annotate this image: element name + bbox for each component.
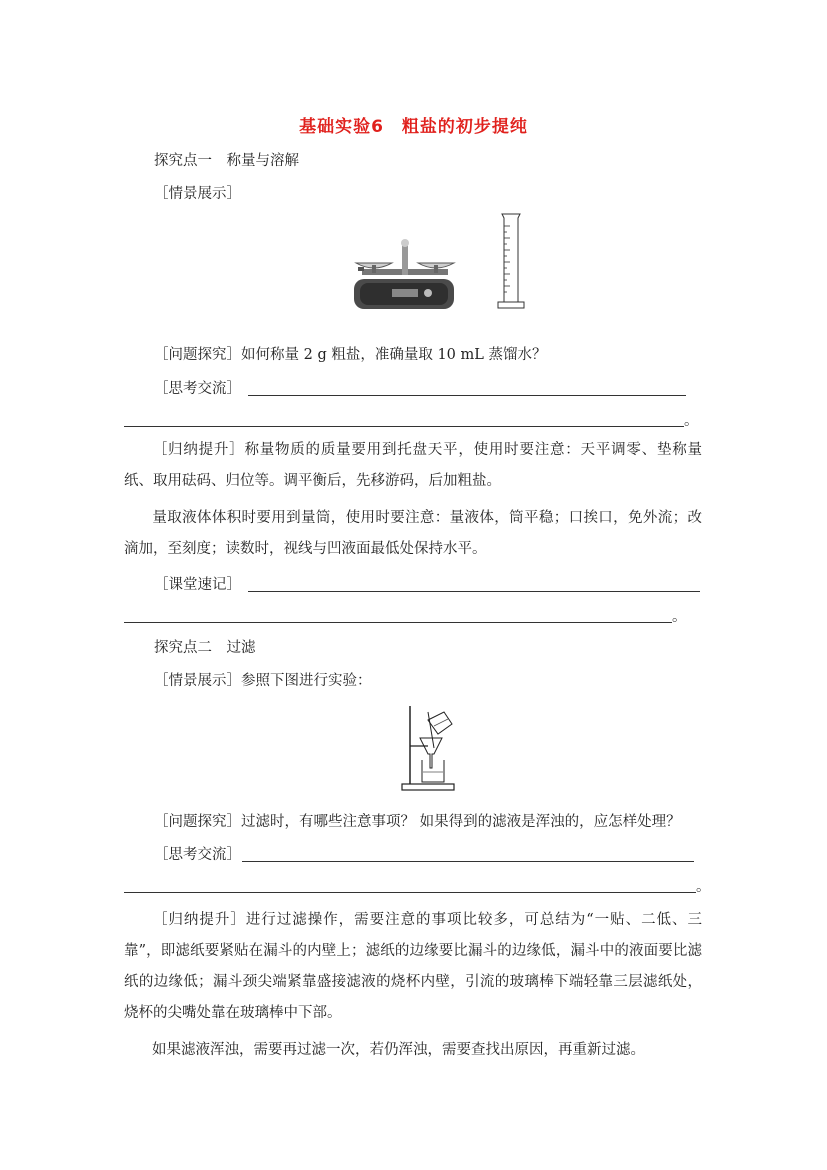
- section1-summary: [124, 435, 702, 497]
- section1-summary-2: [124, 503, 702, 565]
- section1-summary-text: ［归纳提升］称量物质的质量要用到托盘天平，使用时要注意：天平调零、垫称量纸、取用砝码、归位等。调平衡后，先移游码，后加粗盐。: [124, 442, 702, 489]
- section1-heading: 探究点一 称量与溶解: [154, 153, 299, 169]
- section2-summary-2: [124, 1035, 702, 1066]
- section1-think-blank-1[interactable]: [248, 395, 686, 396]
- section1-notes-blank-2[interactable]: [124, 622, 672, 623]
- section1-summary-2-text: 量取液体体积时要用到量筒，使用时要注意：量液体，筒平稳；口挨口，免外流；改滴加，至刻度；读数时，视线与凹液面最低处保持水平。: [124, 510, 702, 557]
- section1-notes-blank-1[interactable]: [248, 591, 700, 592]
- section1-think-label: ［思考交流］: [154, 381, 241, 397]
- section2-summary-text: ［归纳提升］进行过滤操作，需要注意的事项比较多，可总结为“一贴、二低、三靠”，即滤纸要紧贴在漏斗的内壁上；滤纸的边缘要比漏斗的边缘低，漏斗中的液面要比滤纸的边缘低；漏斗颈尖端紧靠盛接滤液的烧杯内壁，引流的玻璃棒下端轻靠三层滤纸处，烧杯的尖嘴处靠在玻璃棒中下部。: [124, 912, 702, 1021]
- section2-question: ［问题探究］过滤时，有哪些注意事项？ 如果得到的滤液是浑浊的，应怎样处理？: [154, 814, 681, 830]
- section1-notes-end-mark: 。: [672, 609, 687, 625]
- balance-figure: [352, 233, 458, 313]
- section2-think-end-mark: 。: [696, 879, 711, 895]
- section1-think-end-mark: 。: [684, 413, 699, 429]
- section2-scene: ［情景展示］参照下图进行实验：: [154, 673, 372, 689]
- section1-think-blank-2[interactable]: [124, 426, 684, 427]
- page-title: 基础实验6 粗盐的初步提纯: [299, 117, 528, 137]
- section2-summary: [124, 905, 702, 1029]
- section1-scene-label: ［情景展示］: [154, 186, 241, 202]
- filtration-figure: [398, 702, 458, 794]
- section2-summary-2-text: 如果滤液浑浊，需要再过滤一次，若仍浑浊，需要查找出原因，再重新过滤。: [152, 1042, 645, 1058]
- section1-question: ［问题探究］如何称量 2 g 粗盐，准确量取 10 mL 蒸馏水？: [154, 347, 547, 363]
- section2-think-label: ［思考交流］: [154, 847, 241, 863]
- section1-notes-label: ［课堂速记］: [154, 577, 241, 593]
- section2-think-blank-1[interactable]: [242, 861, 694, 862]
- graduated-cylinder-figure: [496, 212, 526, 312]
- section2-heading: 探究点二 过滤: [154, 640, 256, 656]
- section2-think-blank-2[interactable]: [124, 892, 696, 893]
